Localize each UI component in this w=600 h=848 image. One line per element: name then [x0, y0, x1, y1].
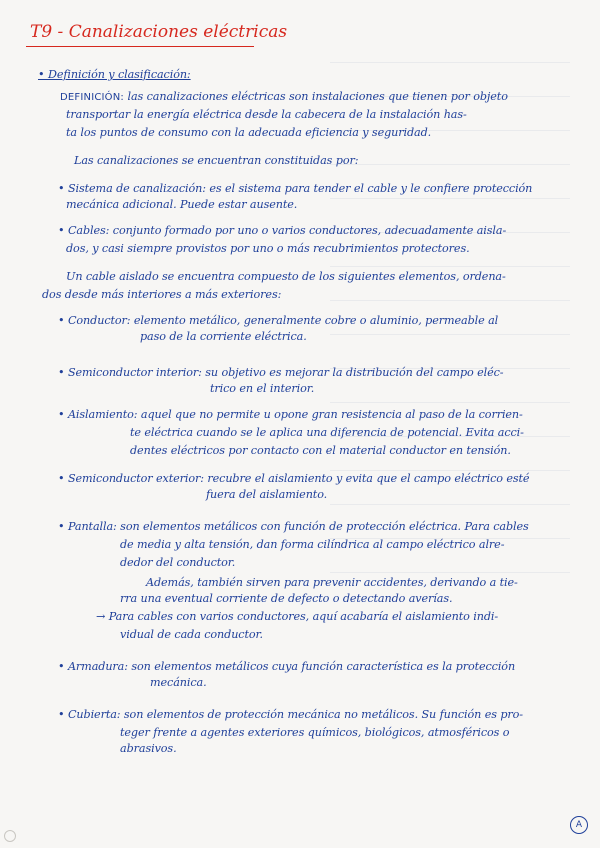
item-semiconductor-exterior-line-2: fuera del aislamiento.	[206, 488, 328, 501]
item-semiconductor-interior-line-1: • Semiconductor interior: su objetivo es mejorar la distribución del campo eléc-	[58, 366, 504, 379]
arrow-note-line-2: vidual de cada conductor.	[120, 628, 263, 641]
intro-line: Las canalizaciones se encuentran constituidas por:	[74, 154, 359, 167]
item-sistema-line-1: • Sistema de canalización: es el sistema para tender el cable y le confiere protección	[58, 182, 533, 195]
cable-composition-line-1: Un cable aislado se encuentra compuesto de los siguientes elementos, ordena-	[66, 270, 506, 283]
pantalla-extra-line-2: rra una eventual corriente de defecto o detectando averías.	[120, 592, 453, 605]
item-aislamiento-line-2: te eléctrica cuando se le aplica una diferencia de potencial. Evita acci-	[130, 426, 524, 439]
item-conductor-line-2: paso de la corriente eléctrica.	[140, 330, 307, 343]
definition-line-1	[60, 90, 508, 103]
item-armadura-line-2: mecánica.	[150, 676, 207, 689]
title-underline	[26, 46, 254, 47]
page-number: A	[570, 816, 588, 834]
item-cubierta-line-3: abrasivos.	[120, 742, 177, 755]
item-cables-line-2: dos, y casi siempre provistos por uno o más recubrimientos protectores.	[66, 242, 470, 255]
arrow-note-line-1: → Para cables con varios conductores, aquí acabaría el aislamiento indi-	[96, 610, 499, 623]
definition-line-2: transportar la energía eléctrica desde la cabecera de la instalación has-	[66, 108, 467, 121]
item-aislamiento-line-3: dentes eléctricos por contacto con el material conductor en tensión.	[130, 444, 511, 457]
definition-line-3: ta los puntos de consumo con la adecuada eficiencia y seguridad.	[66, 126, 432, 139]
item-conductor-line-1: • Conductor: elemento metálico, generalmente cobre o aluminio, permeable al	[58, 314, 499, 327]
punch-hole-mark	[4, 830, 16, 842]
item-armadura-line-1: • Armadura: son elementos metálicos cuya función característica es la protección	[58, 660, 516, 673]
cable-composition-line-2: dos desde más interiores a más exteriores:	[42, 288, 282, 301]
item-cubierta-line-1: • Cubierta: son elementos de protección mecánica no metálicos. Su función es pro-	[58, 708, 523, 721]
item-cubierta-line-2: teger frente a agentes exteriores químicos, biológicos, atmosféricos o	[120, 726, 510, 739]
item-semiconductor-exterior-line-1: • Semiconductor exterior: recubre el aislamiento y evita que el campo eléctrico esté	[58, 472, 530, 485]
item-pantalla-line-1: • Pantalla: son elementos metálicos con función de protección eléctrica. Para cables	[58, 520, 529, 533]
definition-text-1: las canalizaciones eléctricas son instalaciones que tienen por objeto	[127, 90, 508, 103]
item-semiconductor-interior-line-2: trico en el interior.	[210, 382, 315, 395]
item-aislamiento-line-1: • Aislamiento: aquel que no permite u opone gran resistencia al paso de la corrien-	[58, 408, 523, 421]
page-title: T9 - Canalizaciones eléctricas	[30, 22, 288, 42]
definition-label: DEFINICIÓN:	[60, 92, 125, 103]
pantalla-extra-line-1: Además, también sirven para prevenir accidentes, derivando a tie-	[146, 576, 518, 589]
item-cables-line-1: • Cables: conjunto formado por uno o varios conductores, adecuadamente aisla-	[58, 224, 507, 237]
section-heading: • Definición y clasificación:	[38, 68, 191, 81]
item-sistema-line-2: mecánica adicional. Puede estar ausente.	[66, 198, 298, 211]
item-pantalla-line-3: dedor del conductor.	[120, 556, 236, 569]
item-pantalla-line-2: de media y alta tensión, dan forma cilíndrica al campo eléctrico alre-	[120, 538, 505, 551]
